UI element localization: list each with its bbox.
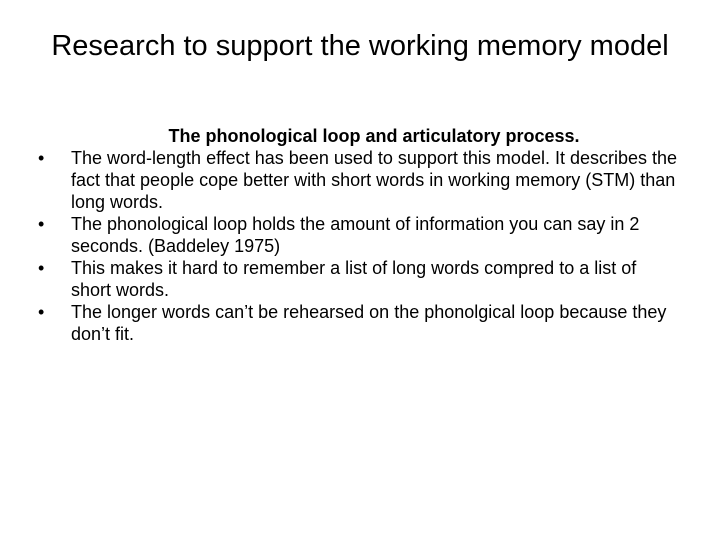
slide-body	[38, 126, 678, 346]
bullet-icon: •	[38, 257, 45, 278]
bullet-icon: •	[38, 213, 45, 234]
bullet-item	[38, 214, 678, 258]
bullet-item	[38, 302, 678, 346]
bullet-item	[38, 258, 678, 302]
slide-subheading: The phonological loop and articulatory process.	[168, 126, 580, 146]
bullet-icon: •	[38, 301, 45, 322]
slide-title: Research to support the working memory model	[51, 30, 669, 62]
bullet-text: The longer words can’t be rehearsed on the phonolgical loop because they don’t fit.	[71, 301, 667, 344]
bullet-text: The phonological loop holds the amount of information you can say in 2 seconds. (Baddeley 1975)	[71, 213, 640, 256]
bullet-text: This makes it hard to remember a list of long words compred to a list of short words.	[71, 257, 637, 300]
bullet-icon: •	[38, 147, 45, 168]
bullet-item	[38, 148, 678, 214]
bullet-list	[38, 148, 678, 346]
bullet-text: The word-length effect has been used to support this model. It describes the fact that people cope better with short words in working memory (STM) than long words.	[71, 147, 678, 212]
